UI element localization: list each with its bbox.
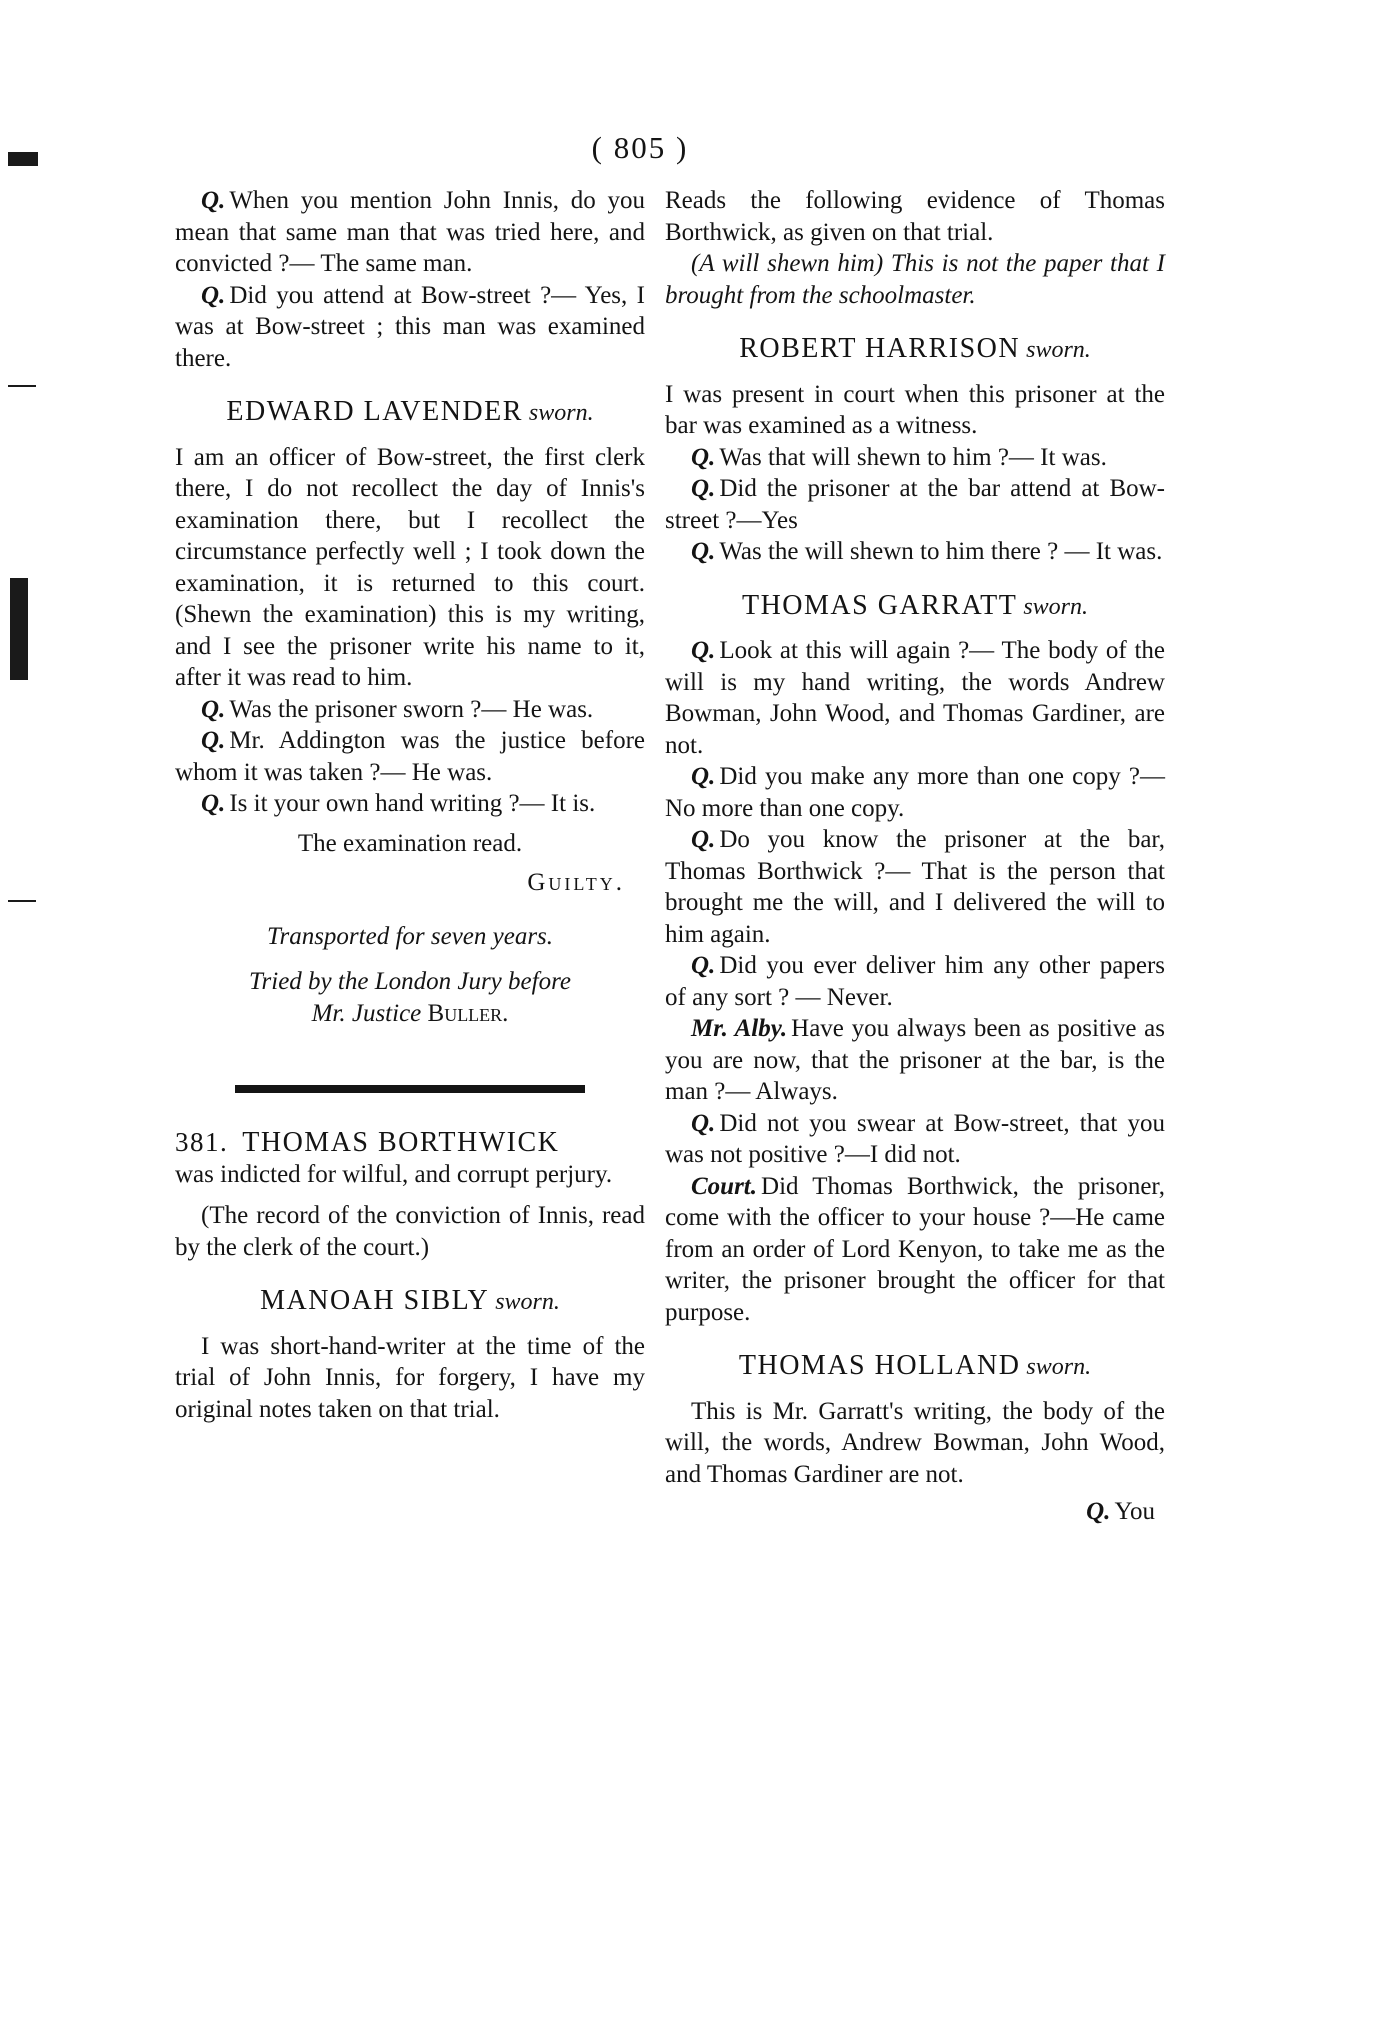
margin-mark — [8, 385, 36, 387]
section-rule — [235, 1085, 585, 1093]
question: Q. Did you attend at Bow-street ?— Yes, I was at Bow-street ; this man was examined there. — [175, 281, 645, 372]
witness-heading: ROBERT HARRISON sworn. — [739, 333, 1091, 364]
indictment: was indicted for wilful, and corrupt perjury. — [175, 1160, 613, 1188]
question: Q. Did you make any more than one copy ?— No more than one copy. — [665, 763, 1165, 822]
margin-mark — [8, 152, 38, 166]
question: Q. Was the will shewn to him there ? — It was. — [691, 538, 1163, 565]
question: Q. Look at this will again ?— The body of the will is my hand writing, the words Andrew Bowman, John Wood, and Thomas Gardiner, are not. — [665, 637, 1165, 759]
witness-heading: EDWARD LAVENDER sworn. — [226, 396, 594, 427]
witness-heading: THOMAS GARRATT sworn. — [741, 589, 1089, 621]
question: Q. Was that will shewn to him ?— It was. — [691, 443, 1107, 471]
witness-heading: MANOAH SIBLY sworn. — [260, 1285, 560, 1316]
page-number: ( 805 ) — [591, 130, 689, 165]
right-column — [665, 185, 1185, 1528]
catchword: Q. You — [1086, 1498, 1155, 1525]
testimony: I was present in court when this prisoner at the bar was examined as a witness. — [665, 380, 1165, 439]
question: Q. Was the prisoner sworn ?— He was. — [201, 695, 594, 723]
sentence: Transported for seven years. — [266, 922, 554, 950]
margin-mark — [10, 578, 28, 680]
question: Q. Did you ever deliver him any other papers of any sort ? — Never. — [665, 952, 1165, 1011]
testimony: I was short-hand-writer at the time of the trial of John Innis, for forgery, I have my original notes taken on that trial. — [175, 1332, 645, 1423]
question: Q. Did not you swear at Bow-street, that you was not positive ?—I did not. — [665, 1109, 1165, 1168]
question: Q. When you mention John Innis, do you mean that same man that was tried here, and convicted ?— The same man. — [175, 187, 645, 277]
record-note: (The record of the conviction of Innis, read by the clerk of the court.) — [175, 1202, 645, 1261]
left-column — [175, 185, 645, 1425]
question: Q. Is it your own hand writing ?— It is. — [201, 790, 596, 817]
margin-mark — [8, 900, 36, 902]
case-title: 381. THOMAS BORTHWICK — [175, 1127, 560, 1158]
question: Mr. Alby. Have you always been as positive as you are now, that the prisoner at the bar, is the man ?— Always. — [665, 1015, 1165, 1105]
examination-read: The examination read. — [297, 829, 523, 857]
testimony: I am an officer of Bow-street, the first clerk there, I do not recollect the day of Innis's examination there, but I recollect the circumstance perfectly well ; I took down the examination, it is returned to this court. (Shewn the examination) this is my writing, and I see the prisoner write his name to it, after it was read to him. — [175, 443, 645, 691]
witness-heading: THOMAS HOLLAND sworn. — [738, 1350, 1092, 1381]
verdict: Guilty. — [527, 869, 625, 896]
question: Court. Did Thomas Borthwick, the prisoner, come with the officer to your house ?—He came from an order of Lord Kenyon, to take me as the writer, the prisoner brought the officer for that purpose. — [665, 1172, 1165, 1326]
question: Q. Mr. Addington was the justice before whom it was taken ?— He was. — [175, 727, 645, 786]
question: Q. Did the prisoner at the bar attend at Bow-street ?—Yes — [665, 475, 1165, 534]
judge: Mr. Justice Buller. — [311, 999, 509, 1027]
tried-by: Tried by the London Jury before — [249, 968, 571, 995]
reads-intro: Reads the following evidence of Thomas Borthwick, as given on that trial. — [665, 187, 1165, 246]
testimony: This is Mr. Garratt's writing, the body of the will, the words, Andrew Bowman, John Wood, and Thomas Gardiner are not. — [665, 1397, 1165, 1488]
will-note: (A will shewn him) This is not the paper that I brought from the schoolmaster. — [665, 250, 1165, 309]
question: Q. Do you know the prisoner at the bar, Thomas Borthwick ?— That is the person that brought me the will, and I delivered the will to him again. — [665, 826, 1165, 948]
